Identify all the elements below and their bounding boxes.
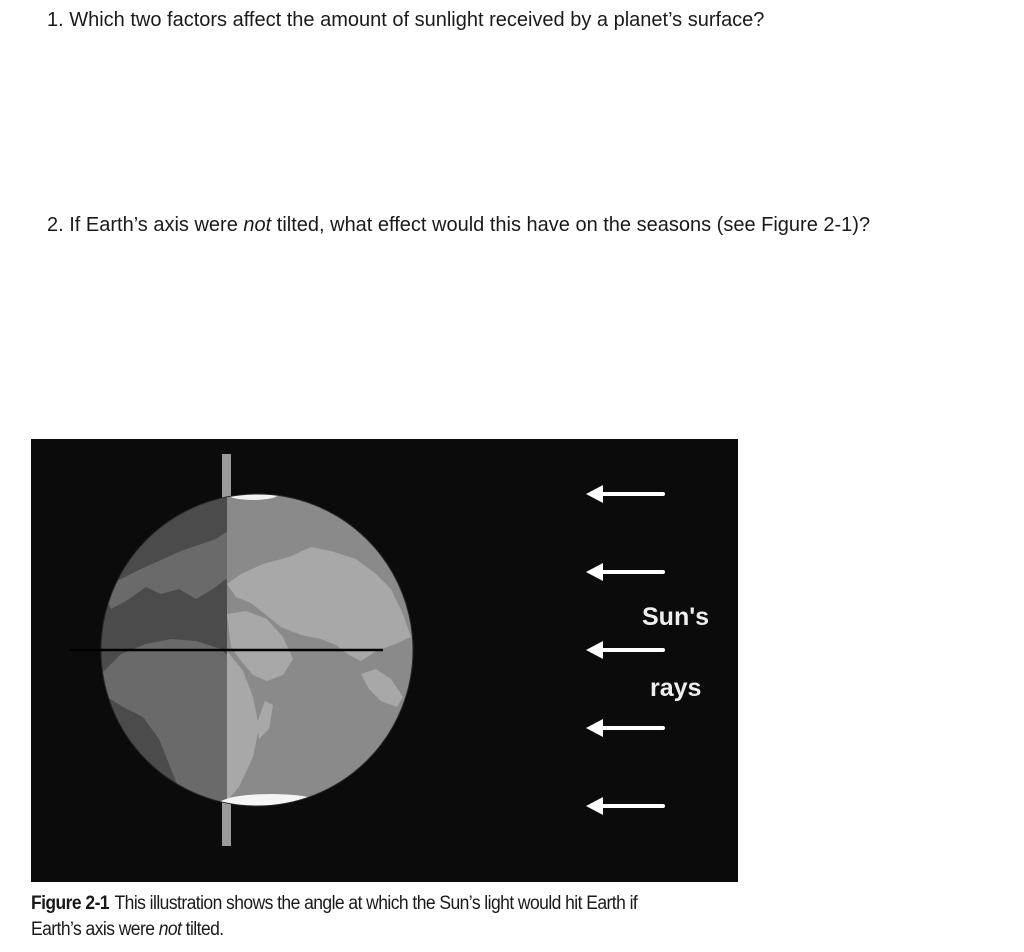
question-2-text-after: tilted, what effect would this have on the seasons (see Figure 2-1)? — [271, 214, 871, 236]
question-2-text-before: 2. If Earth’s axis were — [47, 214, 244, 236]
sun-ray-arrow — [586, 641, 663, 659]
sun-ray-arrow — [586, 797, 663, 815]
figure-2-1 — [31, 439, 738, 882]
sun-ray-arrow — [586, 719, 663, 737]
question-2-emphasis: not — [243, 214, 272, 236]
earth-illustration — [31, 439, 738, 882]
sun-ray-arrow — [586, 485, 663, 503]
rays-label-line1: Sun's — [642, 603, 710, 631]
caption-figure-number: Figure 2-1 — [31, 893, 110, 914]
caption-line2-before: Earth’s axis were — [31, 919, 159, 940]
caption-line-1 — [31, 891, 675, 917]
caption-line2-after: tilted. — [181, 919, 224, 940]
question-2 — [47, 213, 870, 237]
caption-line1-text: This illustration shows the angle at which the Sun’s light would hit Earth if — [114, 893, 638, 914]
earth-globe — [31, 439, 527, 882]
question-1 — [47, 8, 764, 32]
sun-rays — [586, 485, 663, 815]
rays-label-line2: rays — [650, 674, 702, 702]
caption-line-2 — [31, 917, 675, 943]
sun-ray-arrow — [586, 563, 663, 581]
caption-emphasis: not — [158, 919, 182, 940]
question-1-text: 1. Which two factors affect the amount of sunlight received by a planet’s surface? — [47, 9, 765, 31]
figure-caption — [31, 891, 675, 943]
